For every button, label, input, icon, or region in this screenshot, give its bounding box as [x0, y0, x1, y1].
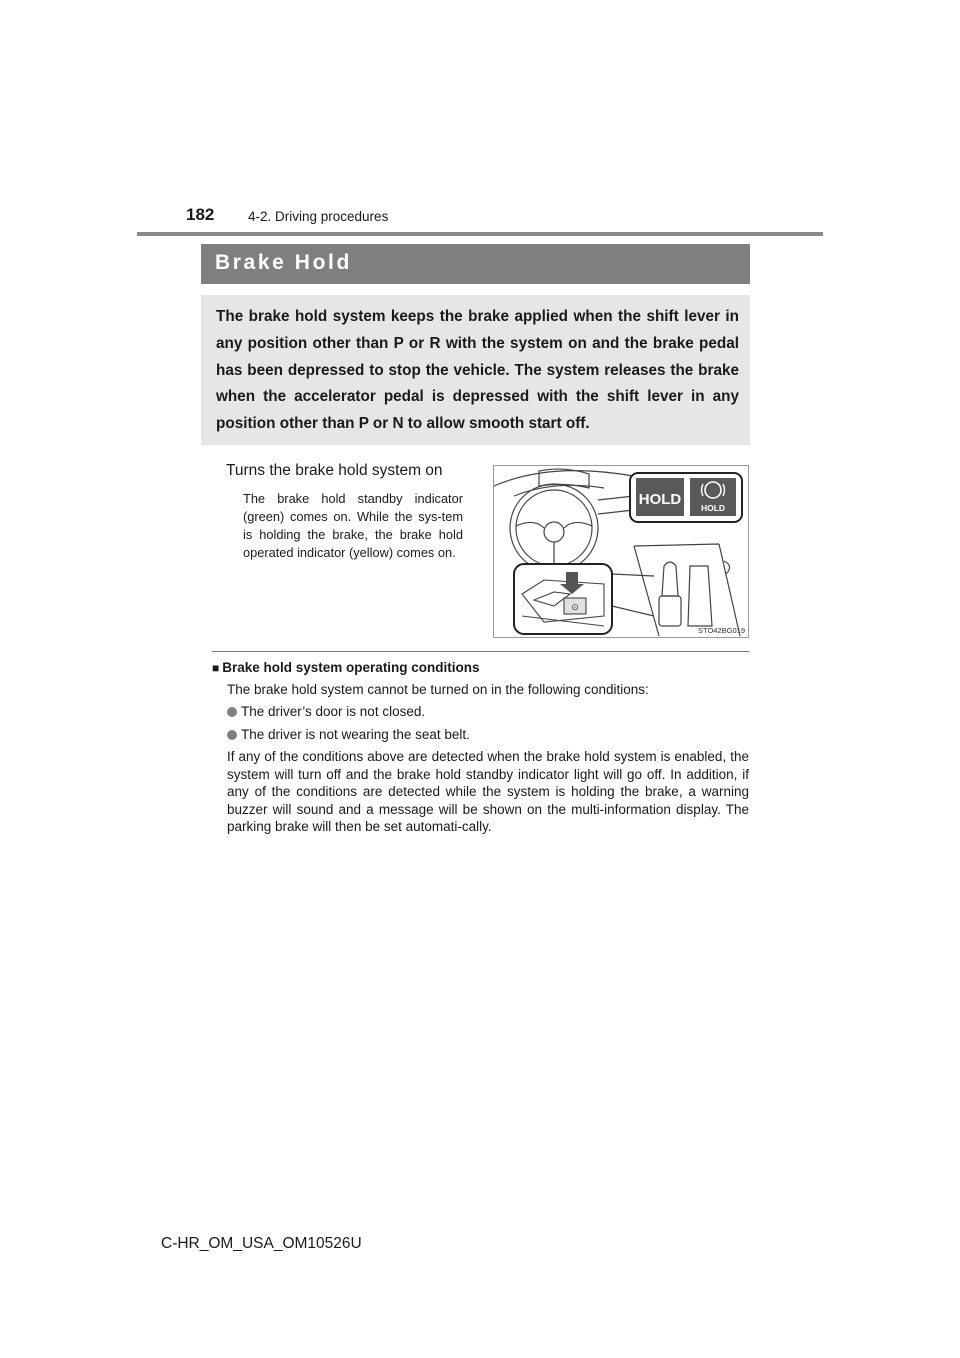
title-bar [201, 244, 750, 284]
step-description: The brake hold standby indicator (green) comes on. While the sys-tem is holding the brake, the brake hold operated indicator (yellow) comes on. [243, 491, 463, 560]
list-item [227, 727, 470, 742]
step-title: Turns the brake hold system on [226, 462, 443, 479]
conditions-intro: The brake hold system cannot be turned on in the following conditions: [227, 682, 649, 697]
intro-text: The brake hold system keeps the brake applied when the shift lever in any position other than P or R with the system on and the brake pedal has been depressed to stop the vehicle. The system releases the brake when the accelerator pedal is depressed with the shift lever in any position other than P or N to allow smooth start off. [216, 308, 739, 433]
dashboard-illustration [494, 466, 748, 637]
bullet-dot-icon [227, 707, 237, 717]
conditions-note: If any of the conditions above are detected when the brake hold system is enabled, the system will turn off and the brake hold standby indicator light will go off. In addition, if any of the conditions are detected while the system is holding the brake, a warning buzzer will sound and a message will be shown on the multi-information display. The parking brake will then be set automati-cally. [227, 749, 749, 834]
section-path: 4-2. Driving procedures [248, 209, 389, 224]
page-title: Brake Hold [215, 251, 352, 274]
figure-id: STO42BG019 [698, 626, 745, 635]
header-rule [137, 232, 823, 236]
hold-indicator-small-label: HOLD [700, 503, 726, 513]
list-item-text: The driver’s door is not closed. [241, 704, 426, 719]
brake-hold-figure [493, 465, 749, 638]
page-number: 182 [186, 205, 215, 224]
conditions-heading-text: Brake hold system operating conditions [222, 660, 480, 675]
heading-marker: ■ [212, 661, 220, 675]
hold-indicator-label: HOLD [638, 491, 682, 508]
conditions-heading [212, 660, 480, 675]
footer-code: C-HR_OM_USA_OM10526U [161, 1235, 362, 1252]
bullet-dot-icon [227, 730, 237, 740]
switch-symbol-icon: ⊙ [571, 602, 579, 612]
list-item-text: The driver is not wearing the seat belt. [241, 727, 470, 742]
section-divider [212, 651, 749, 652]
intro-box [201, 295, 750, 445]
list-item [227, 704, 425, 719]
